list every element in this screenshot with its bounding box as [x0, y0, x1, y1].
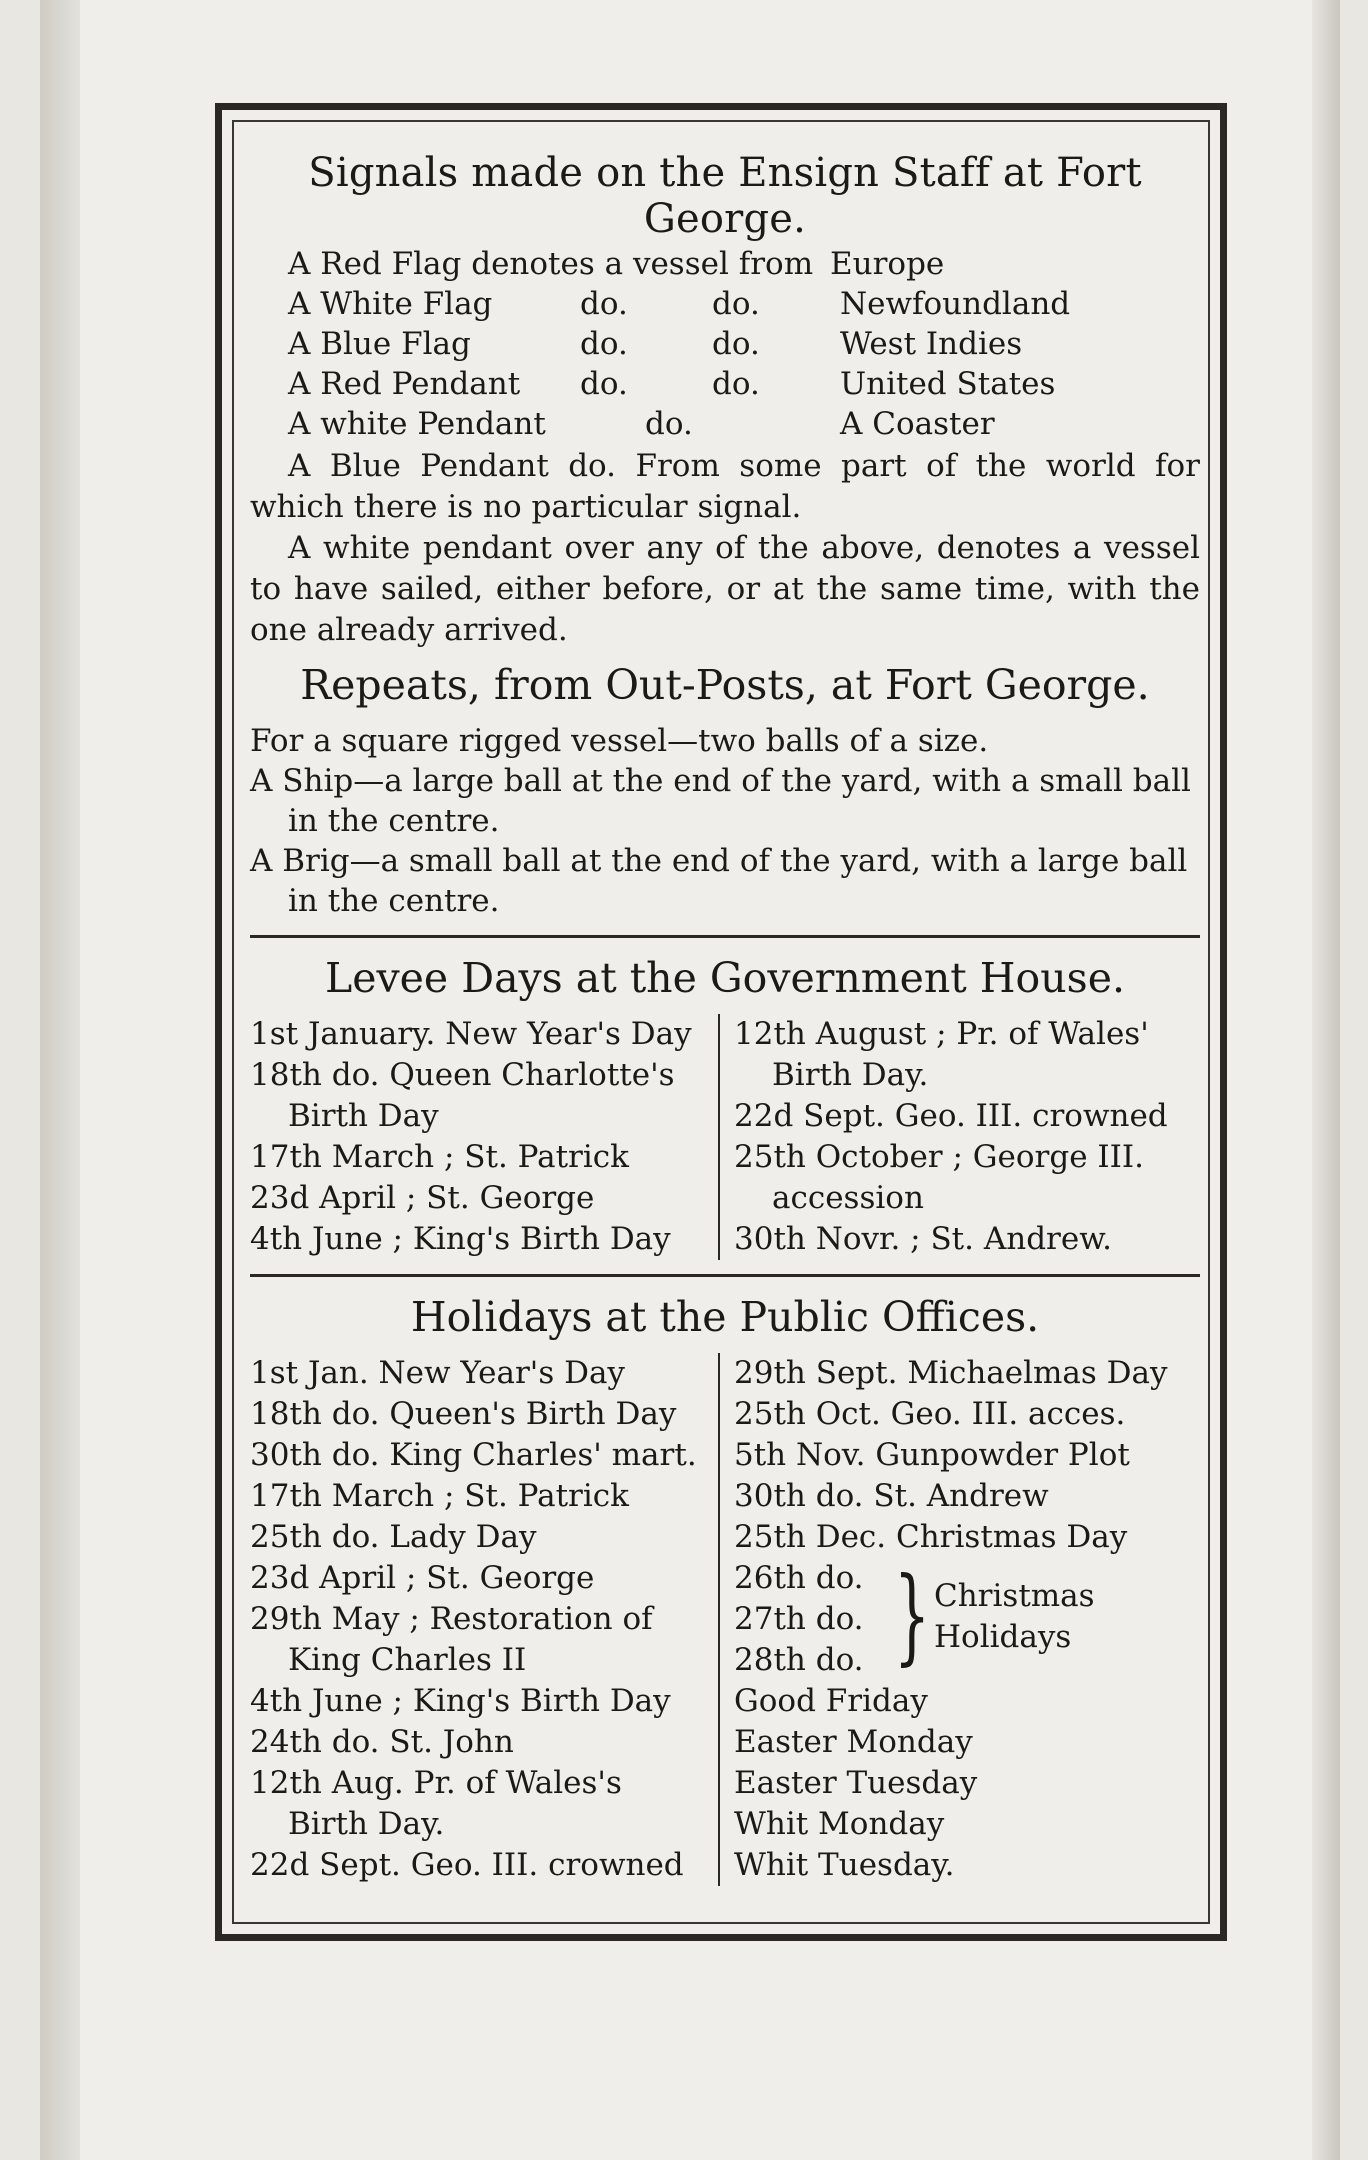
christmas-holidays-group [734, 1554, 1200, 1681]
page-edge-left [40, 0, 80, 2160]
signal-ditto: do. [580, 366, 628, 402]
holiday-entry: 24th do. St. John [250, 1724, 514, 1760]
signal-ditto: do. [580, 286, 628, 322]
holiday-entry: 29th May ; Restoration of King Charles II [250, 1601, 653, 1678]
holiday-entry: 18th do. Queen's Birth Day [250, 1396, 677, 1432]
holiday-entry: 22d Sept. Geo. III. crowned [250, 1847, 684, 1883]
levee-right-column [720, 1014, 1200, 1260]
holidays-left-column [250, 1353, 720, 1886]
printed-frame [215, 103, 1227, 1941]
holiday-entry: 25th Oct. Geo. III. acces. [734, 1396, 1126, 1432]
holiday-entry: Easter Monday [734, 1724, 973, 1760]
curly-brace-icon: } [893, 1554, 931, 1676]
holiday-entry: 25th do. Lady Day [250, 1519, 537, 1555]
signal-ditto: do. [712, 286, 760, 322]
holiday-entry: 1st Jan. New Year's Day [250, 1355, 625, 1391]
signal-row [250, 326, 1200, 366]
levee-entry: 22d Sept. Geo. III. crowned [734, 1098, 1168, 1134]
signal-flag: A White Flag [288, 286, 493, 322]
holiday-entry: 26th do. [734, 1560, 864, 1596]
signal-row [250, 406, 1200, 446]
holiday-entry: 17th March ; St. Patrick [250, 1478, 629, 1514]
levee-left-column [250, 1014, 720, 1260]
holiday-entry: 23d April ; St. George [250, 1560, 595, 1596]
repeats-title: Repeats, from Out-Posts, at Fort George. [300, 661, 1150, 709]
signal-origin: Newfoundland [840, 286, 1071, 322]
repeat-line: A Brig—a small ball at the end of the yard, with a large ball in the centre. [250, 843, 1188, 919]
levee-entry: 4th June ; King's Birth Day [250, 1221, 671, 1257]
holiday-entry: 25th Dec. Christmas Day [734, 1519, 1128, 1555]
signal-origin: West Indies [840, 326, 1023, 362]
levee-entry: 25th October ; George III. accession [734, 1139, 1145, 1216]
levee-entry: 18th do. Queen Charlotte's Birth Day [250, 1057, 675, 1134]
signal-ditto: do. [712, 326, 760, 362]
levee-table [250, 1014, 1200, 1260]
holidays-right-column [720, 1353, 1200, 1886]
signal-flag: A Red Flag denotes a vessel from [288, 246, 814, 282]
holiday-entry: 27th do. [734, 1601, 864, 1637]
repeat-line: For a square rigged vessel—two balls of a size. [250, 723, 989, 759]
holidays-title: Holidays at the Public Offices. [410, 1293, 1040, 1341]
signal-row [250, 366, 1200, 406]
signal-ditto: do. [580, 326, 628, 362]
white-pendant-text: A white pendant over any of the above, denotes a vessel to have sailed, either before, or at the same time, with the one already arrived. [250, 530, 1200, 648]
section-divider [250, 935, 1200, 938]
levee-entry: 30th Novr. ; St. Andrew. [734, 1221, 1112, 1257]
levee-title: Levee Days at the Government House. [324, 954, 1125, 1002]
section-divider [250, 1274, 1200, 1277]
signal-row [250, 246, 1200, 286]
signal-ditto: do. [712, 366, 760, 402]
signals-title: Signals made on the Ensign Staff at Fort George. [308, 150, 1142, 242]
page-edge-right [1312, 0, 1340, 2160]
repeat-line: A Ship—a large ball at the end of the yard, with a small ball in the centre. [250, 763, 1191, 839]
signal-row [250, 286, 1200, 326]
holiday-entry: Whit Monday [734, 1806, 945, 1842]
holidays-table [250, 1353, 1200, 1886]
blue-pendant-text: A Blue Pendant do. From some part of the world for which there is no particular signal. [250, 448, 1200, 525]
levee-entry: 1st January. New Year's Day [250, 1016, 692, 1052]
signal-flag: A Red Pendant [288, 366, 521, 402]
page [40, 0, 1340, 2160]
levee-entry: 23d April ; St. George [250, 1180, 595, 1216]
holiday-entry: 5th Nov. Gunpowder Plot [734, 1437, 1130, 1473]
christmas-holidays-label: Christmas Holidays [934, 1578, 1095, 1655]
levee-entry: 12th August ; Pr. of Wales' Birth Day. [734, 1016, 1149, 1093]
signal-origin: A Coaster [840, 406, 995, 442]
levee-entry: 17th March ; St. Patrick [250, 1139, 629, 1175]
frame-content [250, 150, 1200, 1886]
signal-origin: Europe [830, 246, 945, 282]
holiday-entry: Good Friday [734, 1683, 928, 1719]
signal-origin: United States [840, 366, 1056, 402]
holiday-entry: 12th Aug. Pr. of Wales's Birth Day. [250, 1765, 622, 1842]
holiday-entry: Easter Tuesday [734, 1765, 978, 1801]
signal-flag: A Blue Flag [288, 326, 471, 362]
signals-table [250, 246, 1200, 446]
holiday-entry: 29th Sept. Michaelmas Day [734, 1355, 1168, 1391]
holiday-entry: Whit Tuesday. [734, 1847, 955, 1883]
holiday-entry: 30th do. St. Andrew [734, 1478, 1049, 1514]
signal-flag: A white Pendant [288, 406, 546, 442]
holiday-entry: 4th June ; King's Birth Day [250, 1683, 671, 1719]
holiday-entry: 28th do. [734, 1642, 864, 1678]
holiday-entry: 30th do. King Charles' mart. [250, 1437, 697, 1473]
signal-ditto: do. [645, 406, 693, 442]
